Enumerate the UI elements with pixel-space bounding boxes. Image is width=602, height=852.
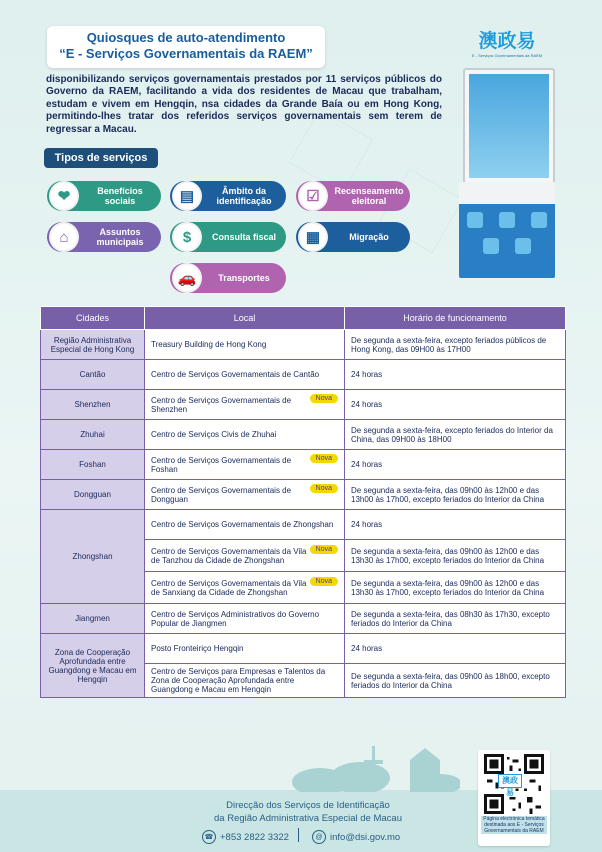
hours-cell: De segunda a sexta-feira, excepto feriados públicos de Hong Kong, das 09H00 às 17H00 [345, 330, 566, 360]
kiosk-logo: 澳政易 [478, 30, 536, 52]
kiosk-panel-icon [499, 212, 515, 228]
kiosk-panel-icon [531, 212, 547, 228]
location-cell [145, 510, 345, 540]
table-row [41, 360, 566, 390]
city-cell: Shenzhen [41, 390, 145, 420]
hours-cell: 24 horas [345, 360, 566, 390]
location-text: Centro de Serviços Governamentais da Vila de Tanzhou da Cidade de Zhongshan [151, 546, 307, 565]
service-type-label: Transportes [218, 273, 270, 283]
location-cell [145, 540, 345, 572]
hand-heart-icon: ❤ [49, 181, 79, 211]
table-row [41, 510, 566, 540]
qr-code-card[interactable] [478, 750, 550, 846]
email-address[interactable]: info@dsi.gov.mo [330, 831, 401, 843]
service-type-2 [170, 181, 286, 211]
location-cell [145, 572, 345, 604]
gate-icon: ▦ [298, 222, 328, 252]
hours-cell: 24 horas [345, 634, 566, 664]
building-icon: ⌂ [49, 222, 79, 252]
column-header-hours: Horário de funcionamento [345, 307, 566, 330]
table-row [41, 450, 566, 480]
hours-cell: 24 horas [345, 510, 566, 540]
service-type-label: Benefícios sociais [97, 186, 143, 206]
table-row [41, 604, 566, 634]
city-cell: Zona de Cooperação Aprofundada entre Guangdong e Macau em Hengqin [41, 634, 145, 698]
new-badge: Nova [310, 454, 338, 463]
kiosk-shelf [459, 182, 555, 204]
column-header-location: Local [145, 307, 345, 330]
city-cell: Dongguan [41, 480, 145, 510]
kiosk-panel-icon [515, 238, 531, 254]
location-cell [145, 330, 345, 360]
location-cell [145, 390, 345, 420]
qr-caption: Página electrónica temática destinada aos E - Serviços Governamentais da RAEM [481, 816, 547, 834]
table-header-row [41, 307, 566, 330]
location-text: Centro de Serviços Governamentais de Dongguan [151, 485, 292, 504]
service-type-label: Recenseamento eleitoral [334, 186, 404, 206]
footer-email[interactable] [312, 830, 400, 844]
service-type-label: Âmbito da identificação [216, 186, 272, 206]
service-type-1 [47, 181, 161, 211]
kiosk-panel-icon [467, 212, 483, 228]
hours-cell: De segunda a sexta-feira, excepto feriados do Interior da China, das 09H00 às 18H00 [345, 420, 566, 450]
macau-skyline-illustration [290, 742, 460, 792]
table-row [41, 634, 566, 664]
title-line-1: Quiosques de auto-atendimento [86, 30, 286, 45]
kiosk-locations-table [40, 306, 566, 698]
service-type-6 [296, 222, 410, 252]
hours-cell: 24 horas [345, 450, 566, 480]
new-badge: Nova [310, 484, 338, 493]
hours-cell: De segunda a sexta-feira, das 09h00 às 12h00 e das 13h30 às 17h00, excepto feriados do Interior da China [345, 572, 566, 604]
ballot-icon: ☑ [298, 181, 328, 211]
kiosk-screen [469, 74, 549, 178]
footer-organization-line-1: Direcção dos Serviços de Identificação [226, 800, 390, 811]
intro-text: disponibilizando serviços governamentais prestados por 11 serviços públicos do Governo da RAEM, facilitando a vida dos residentes de Macau que trabalham, estudam e vivem em Hengqin, nsa cidades da Grande Baía ou em Hong Kong, permitindo-lhes tratar dos referidos serviços governamentais sem terem de regressar a Macau. [46, 74, 442, 135]
city-cell: Zhuhai [41, 420, 145, 450]
location-cell [145, 634, 345, 664]
city-cell: Foshan [41, 450, 145, 480]
hours-cell: De segunda a sexta-feira, das 09h00 às 12h00 e das 13h30 às 17h00, excepto feriados do Interior da China [345, 540, 566, 572]
location-cell [145, 664, 345, 698]
qr-center-logo: 澳政易 [498, 774, 522, 788]
city-cell: Região Administrativa Especial de Hong Kong [41, 330, 145, 360]
kiosk-screen-frame [463, 68, 555, 184]
service-type-label: Consulta fiscal [211, 232, 276, 242]
kiosk-subtitle: E - Serviços Governamentais da RAEM [471, 53, 543, 58]
phone-icon: ☎ [202, 830, 216, 844]
service-type-3 [296, 181, 410, 211]
city-cell: Zhongshan [41, 510, 145, 604]
table-row [41, 390, 566, 420]
table-row [41, 480, 566, 510]
footer-phone [202, 830, 289, 844]
hours-cell: De segunda a sexta-feira, das 09h00 às 12h00 e das 13h00 às 17h00, excepto feriados do Interior da China [345, 480, 566, 510]
service-type-label: Migração [349, 232, 389, 242]
service-type-5 [170, 222, 286, 252]
hours-cell: De segunda a sexta-feira, das 09h00 às 18h00, excepto feriados do Interior da China [345, 664, 566, 698]
location-text: Centro de Serviços Governamentais da Vila de Sanxiang da Cidade de Zhongshan [151, 578, 307, 597]
email-icon: @ [312, 830, 326, 844]
money-bag-icon: $ [172, 222, 202, 252]
location-text: Centro de Serviços Governamentais de Foshan [151, 455, 292, 474]
kiosk-panel-icon [483, 238, 499, 254]
id-card-icon: ▤ [172, 181, 202, 211]
city-cell: Cantão [41, 360, 145, 390]
location-text: Posto Fronteiriço Hengqin [151, 644, 244, 653]
location-cell [145, 420, 345, 450]
location-text: Centro de Serviços Administrativos do Governo Popular de Jiangmen [151, 609, 320, 628]
location-text: Centro de Serviços Governamentais de Zhongshan [151, 520, 334, 529]
location-text: Treasury Building de Hong Kong [151, 340, 267, 349]
phone-number: +853 2822 3322 [220, 831, 289, 843]
footer-separator [298, 828, 299, 842]
new-badge: Nova [310, 394, 338, 403]
location-cell [145, 480, 345, 510]
location-text: Centro de Serviços Civis de Zhuhai [151, 430, 277, 439]
hours-cell: De segunda a sexta-feira, das 08h30 às 17h30, excepto feriados do Interior da China [345, 604, 566, 634]
location-cell [145, 360, 345, 390]
title-line-2: “E - Serviços Governamentais da RAEM” [59, 46, 313, 61]
kiosk-body [459, 182, 555, 278]
table-row [41, 420, 566, 450]
city-cell: Jiangmen [41, 604, 145, 634]
service-type-4 [47, 222, 161, 252]
footer-organization-line-2: da Região Administrativa Especial de Macau [214, 813, 402, 824]
location-cell [145, 450, 345, 480]
kiosk-illustration [455, 26, 559, 282]
car-icon: 🚗 [172, 263, 202, 293]
location-text: Centro de Serviços Governamentais de Shenzhen [151, 395, 292, 414]
service-type-7 [170, 263, 286, 293]
service-type-label: Assuntos municipais [96, 227, 144, 247]
hours-cell: 24 horas [345, 390, 566, 420]
new-badge: Nova [310, 577, 338, 586]
title-box [47, 26, 325, 68]
location-text: Centro de Serviços Governamentais de Cantão [151, 370, 320, 379]
table-row [41, 330, 566, 360]
column-header-cities: Cidades [41, 307, 145, 330]
service-types-label: Tipos de serviços [44, 148, 158, 168]
location-cell [145, 604, 345, 634]
location-text: Centro de Serviços para Empresas e Talentos da Zona de Cooperação Aprofundada entre Guangdong e Macau em Hengqin [151, 667, 326, 694]
new-badge: Nova [310, 545, 338, 554]
kiosk-header [455, 26, 559, 66]
